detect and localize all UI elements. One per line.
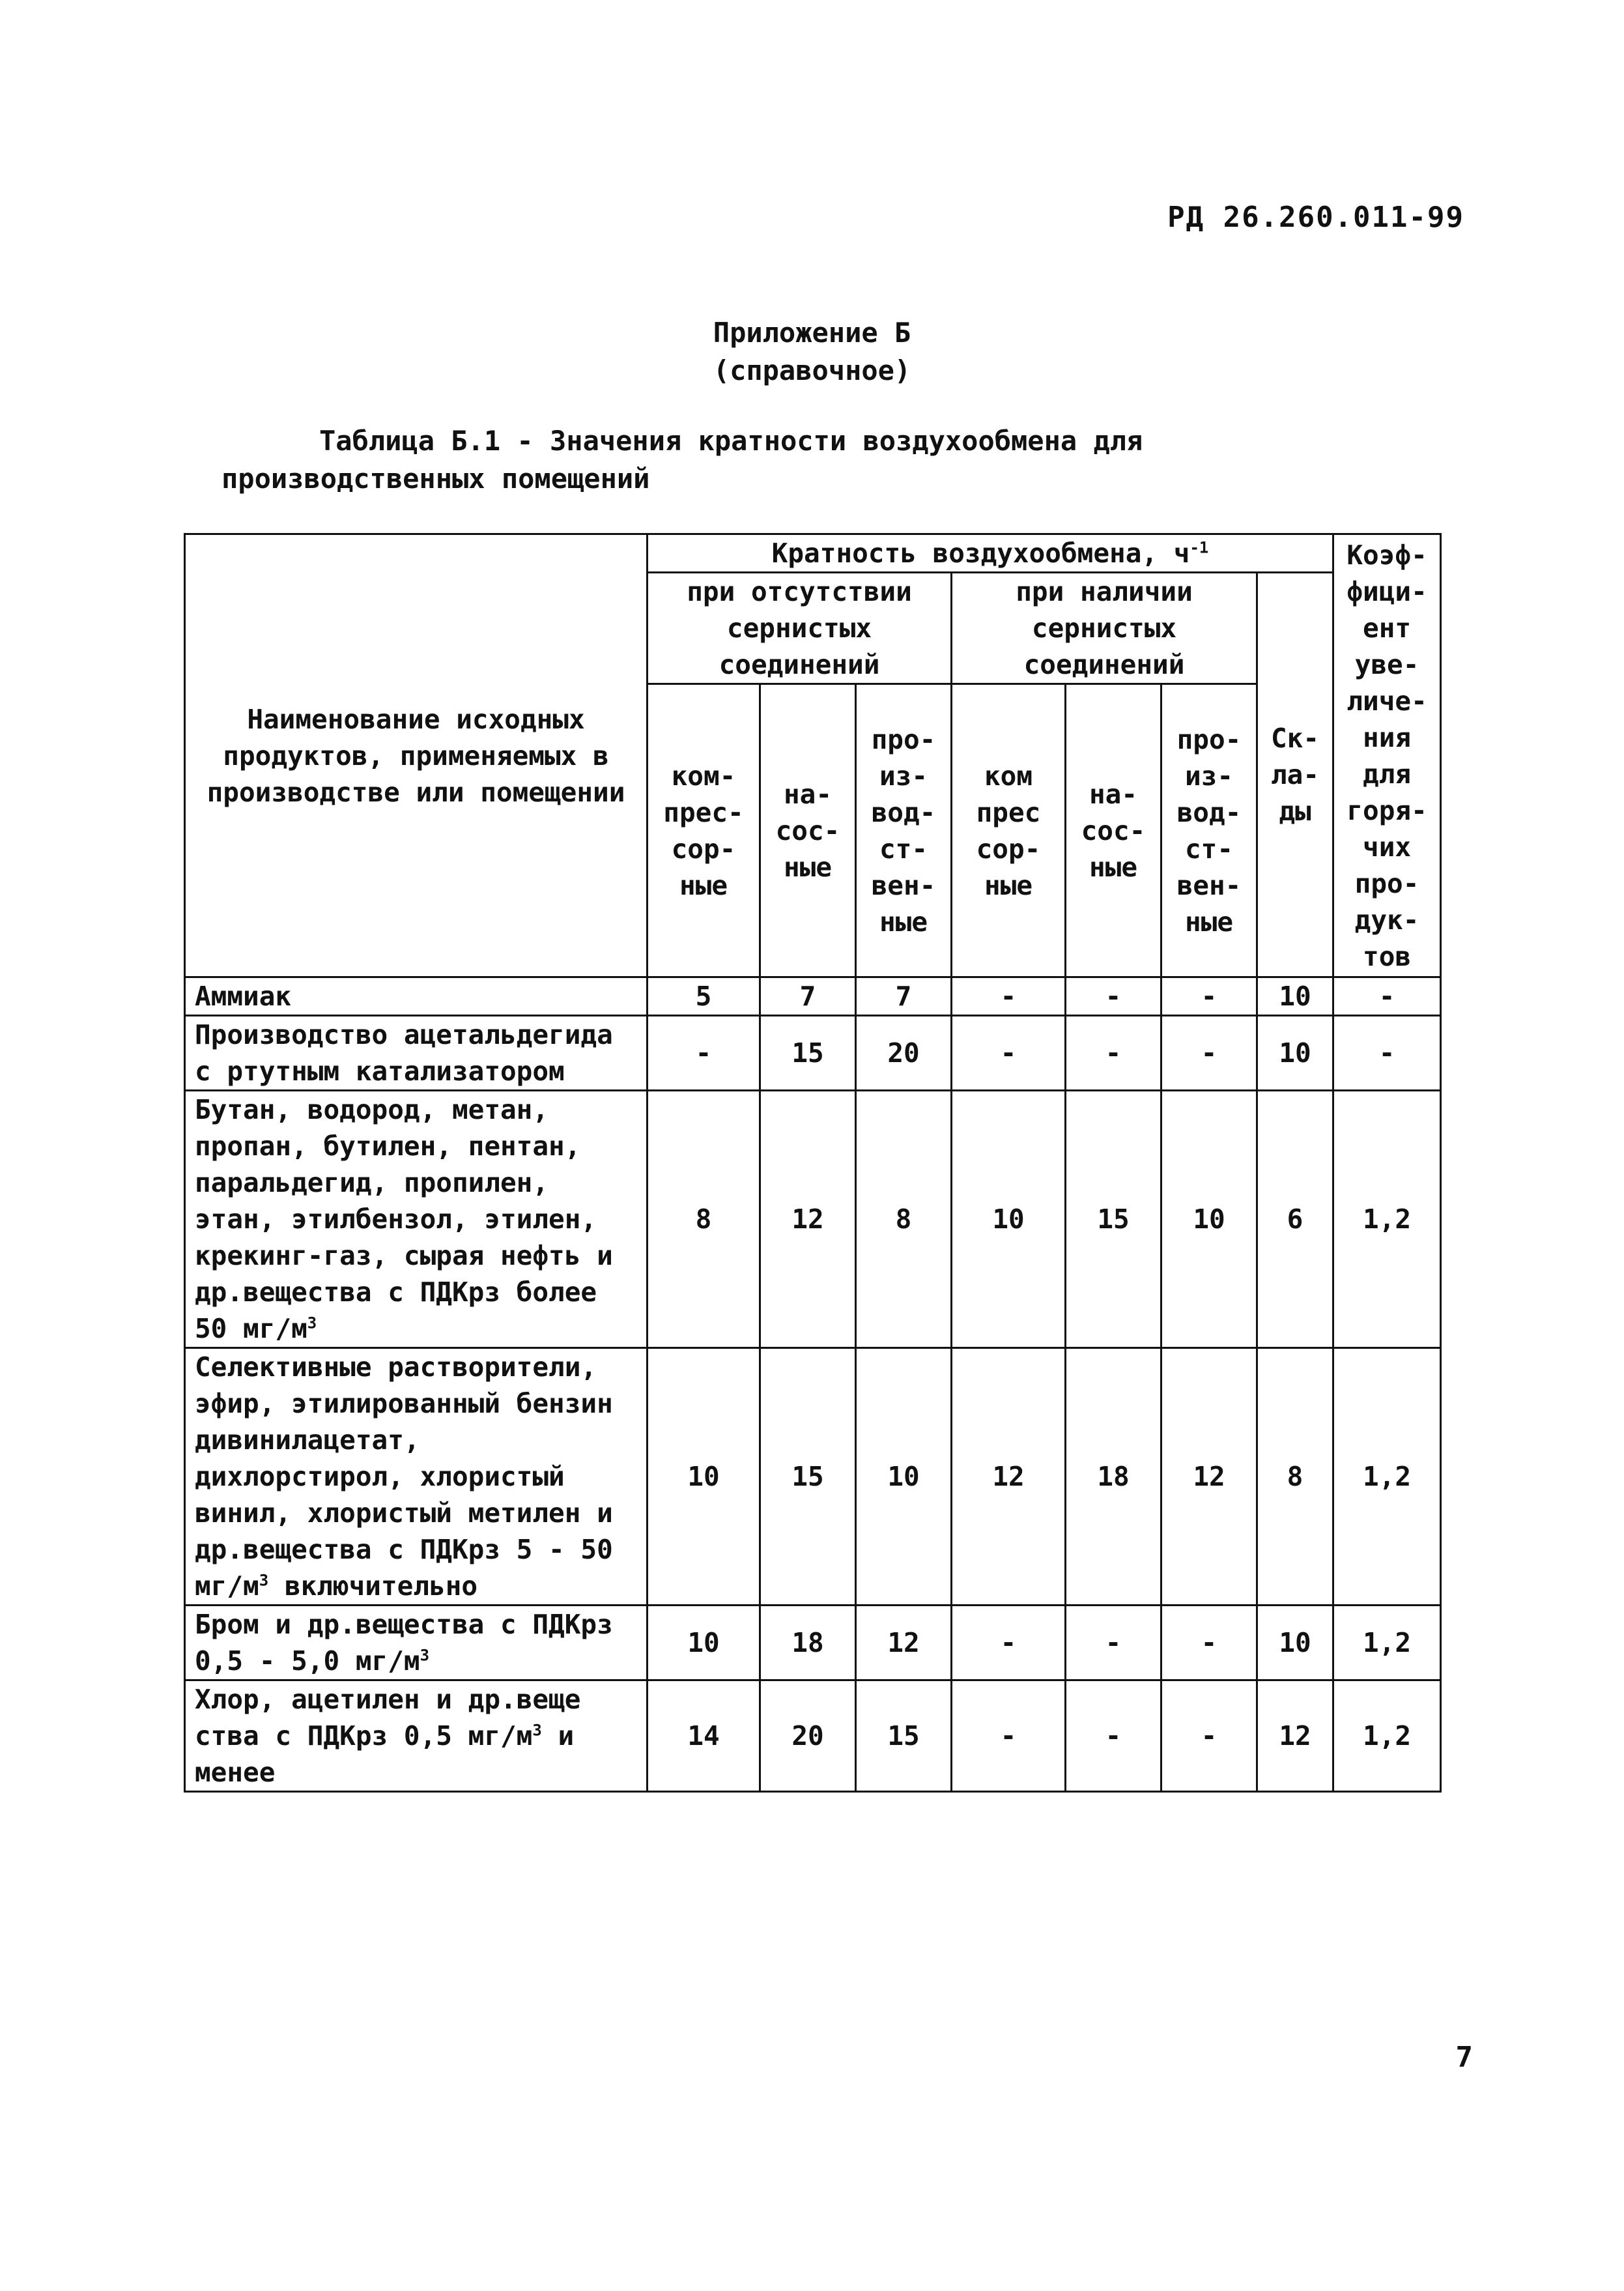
value-cell: 1,2 [1333,1680,1441,1792]
value-cell: 12 [952,1348,1066,1606]
table-row [185,1606,1441,1680]
value-cell: 10 [648,1606,760,1680]
product-name: Бутан, водород, метан, пропан, бутилен, пентан, паральдегид, пропилен, этан, этилбензол, этилен, крекинг-газ, сырая нефть и др.вещества с ПДКрз более 50 мг/м [195,1094,613,1344]
value-cell: - [1161,1606,1257,1680]
unit-superscript: 3 [259,1571,269,1590]
value-cell: 10 [952,1091,1066,1348]
value-cell: 10 [856,1348,952,1606]
value-cell: 20 [760,1680,856,1792]
table-row [185,1016,1441,1091]
product-name: Бром и др.вещества с ПДКрз 0,5 - 5,0 мг/м [195,1609,613,1677]
table-row [185,1680,1441,1792]
value-cell: - [952,1680,1066,1792]
value-cell: 12 [856,1606,952,1680]
value-cell: 15 [760,1348,856,1606]
value-cell: 20 [856,1016,952,1091]
header-row-1 [185,534,1441,573]
value-cell: 8 [1257,1348,1333,1606]
value-cell: 15 [856,1680,952,1792]
table-row [185,977,1441,1016]
value-cell: - [1333,1016,1441,1091]
value-cell: 7 [856,977,952,1016]
product-name: Селективные растворители, эфир, этилированный бензин дивинилацетат, дихлорстирол, хлористый винил, хлористый метилен и др.вещества с ПДКрз 5 - 50 мг/м [195,1351,613,1602]
value-cell: - [952,1606,1066,1680]
header-compressor-sulfur: ком прес сор-ные [952,684,1066,977]
value-cell: - [1066,1680,1161,1792]
header-product-name: Наименование исходных продуктов, применяемых в производстве или помещении [185,534,648,977]
header-no-sulfur: при отсутствии сернистых соединений [648,573,952,684]
header-with-sulfur: при наличии сернистых соединений [952,573,1257,684]
value-cell: 8 [648,1091,760,1348]
product-name: Производство ацетальдегида с ртутным катализатором [195,1019,613,1087]
product-name-cell [185,1091,648,1348]
document-code: РД 26.260.011-99 [1167,201,1464,234]
header-unit-exponent: -1 [1190,538,1209,557]
value-cell: 18 [1066,1348,1161,1606]
product-name-cell [185,977,648,1016]
unit-superscript: 3 [420,1646,430,1665]
header-warehouses: Ск-ла-ды [1257,573,1333,977]
value-cell: - [1161,977,1257,1016]
value-cell: 8 [856,1091,952,1348]
value-cell: - [1161,1016,1257,1091]
value-cell: 15 [1066,1091,1161,1348]
value-cell: 5 [648,977,760,1016]
value-cell: 1,2 [1333,1091,1441,1348]
header-pump: на-сос-ные [760,684,856,977]
header-air-exchange-rate-label: Кратность воздухообмена, ч [771,538,1190,569]
header-coefficient: Коэф-фици-ент уве-личе-ния для горя-чих про-дук-тов [1333,534,1441,977]
table-caption-line2: производственных помещений [221,463,650,495]
value-cell: - [1333,977,1441,1016]
table-body [185,977,1441,1792]
value-cell: 10 [1257,1016,1333,1091]
product-name: Хлор, ацетилен и др.веще ства с ПДКрз 0,5 мг/м [195,1684,581,1751]
value-cell: - [952,1016,1066,1091]
value-cell: 6 [1257,1091,1333,1348]
header-production: про-из-вод-ст-вен-ные [856,684,952,977]
product-name-cell [185,1016,648,1091]
product-name-tail: включительно [268,1570,478,1602]
value-cell: 10 [1257,1606,1333,1680]
value-cell: 1,2 [1333,1606,1441,1680]
value-cell: 12 [760,1091,856,1348]
product-name-cell [185,1606,648,1680]
air-exchange-table [184,533,1442,1793]
table-row [185,1348,1441,1606]
product-name-cell [185,1348,648,1606]
product-name-tail: и менее [195,1720,575,1788]
value-cell: 7 [760,977,856,1016]
value-cell: 14 [648,1680,760,1792]
value-cell: 10 [1257,977,1333,1016]
table-caption [221,422,1329,498]
table-row [185,1091,1441,1348]
value-cell: 10 [1161,1091,1257,1348]
product-name-cell [185,1680,648,1792]
appendix-heading [0,314,1624,390]
product-name: Аммиак [195,981,292,1012]
value-cell: 12 [1161,1348,1257,1606]
unit-superscript: 3 [532,1721,542,1740]
unit-superscript: 3 [307,1314,317,1333]
appendix-title: Приложение Б [713,317,911,349]
value-cell: 1,2 [1333,1348,1441,1606]
value-cell: - [1066,977,1161,1016]
header-pump-sulfur: на-сос-ные [1066,684,1161,977]
value-cell: - [648,1016,760,1091]
table-caption-line1: Таблица Б.1 - Значения кратности воздухообмена для [319,425,1143,457]
header-production-sulfur: про-из-вод-ст-вен-ные [1161,684,1257,977]
header-compressor: ком-прес-сор-ные [648,684,760,977]
value-cell: - [1066,1606,1161,1680]
value-cell: 12 [1257,1680,1333,1792]
value-cell: - [952,977,1066,1016]
value-cell: 18 [760,1606,856,1680]
page-number: 7 [1455,2041,1473,2074]
value-cell: 10 [648,1348,760,1606]
header-air-exchange-rate [648,534,1333,573]
value-cell: - [1161,1680,1257,1792]
value-cell: 15 [760,1016,856,1091]
value-cell: - [1066,1016,1161,1091]
appendix-subtitle: (справочное) [713,354,911,386]
